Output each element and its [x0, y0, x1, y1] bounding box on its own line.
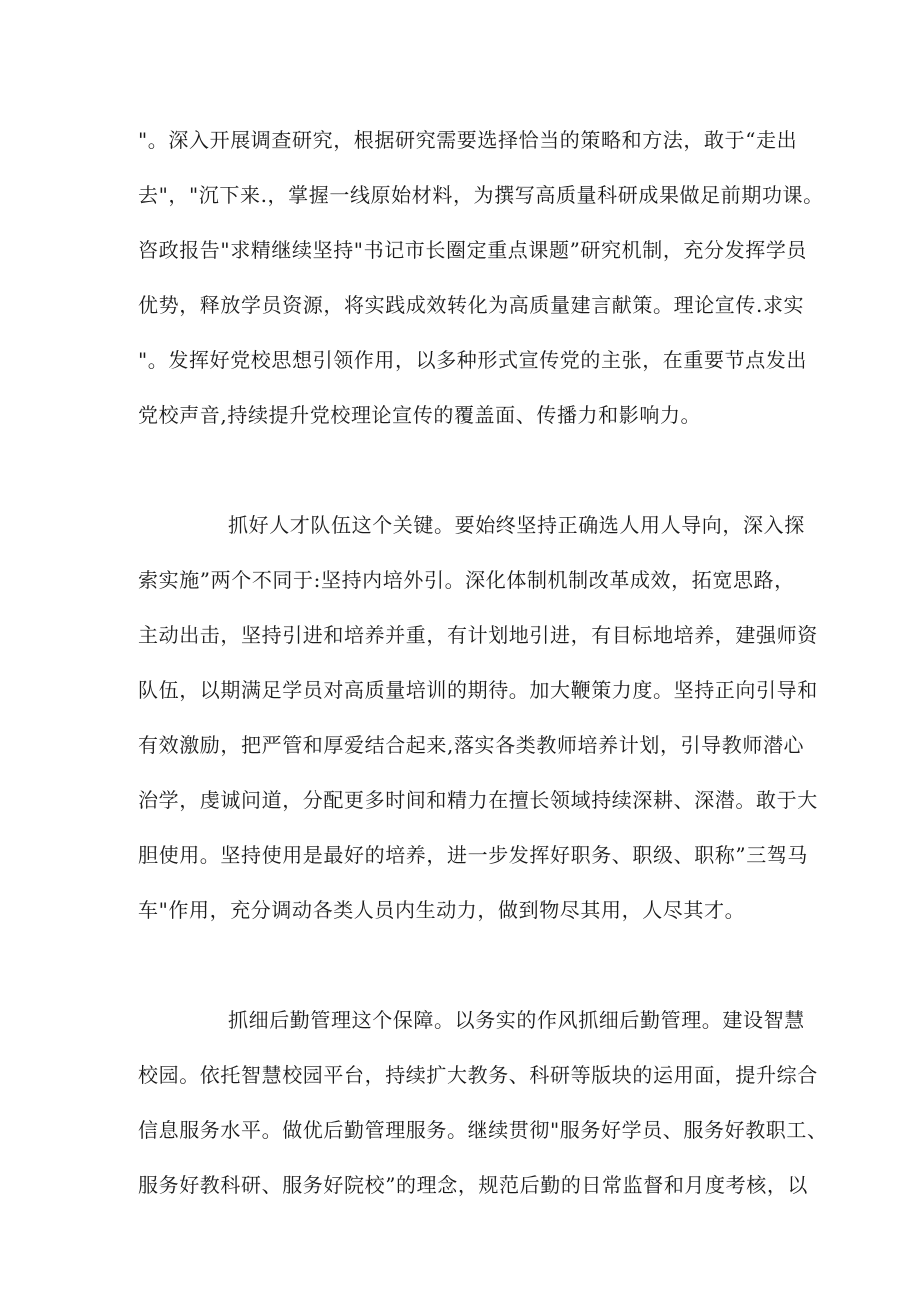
text-line: 治学，虔诚问道，分配更多时间和精力在擅长领域持续深耕、深潜。敢于大	[138, 788, 818, 812]
text-line: "。发挥好党校思想引领作用，以多种形式宣传党的主张，在重要节点发出	[138, 348, 807, 372]
text-line: 去"，"沉下来.，掌握一线原始材料，为撰写高质量科研成果做足前期功课。	[138, 183, 824, 207]
text-line: 服务好教科研、服务好院校”的理念，规范后勤的日常监督和月度考核，以	[138, 1173, 809, 1197]
text-line: 胆使用。坚持使用是最好的培养，进一步发挥好职务、职级、职称”三驾马	[138, 843, 809, 867]
text-line: 信息服务水平。做优后勤管理服务。继续贯彻"服务好学员、服务好教职工、	[138, 1118, 828, 1142]
text-line: 有效激励，把严管和厚爱结合起来,落实各类教师培养计划，引导教师潜心	[138, 733, 805, 757]
text-line: 党校声音,持续提升党校理论宣传的覆盖面、传播力和影响力。	[138, 403, 702, 427]
text-line: 索实施”两个不同于:坚持内培外引。深化体制机制改革成效，拓宽思路，	[138, 568, 795, 592]
text-line: 车"作用，充分调动各类人员内生动力，做到物尽其用，人尽其才。	[138, 898, 746, 922]
text-line: 队伍，以期满足学员对高质量培训的期待。加大鞭策力度。坚持正向引导和	[138, 678, 818, 702]
text-line: 咨政报告"求精继续坚持"书记市长圈定重点课题”研究机制，充分发挥学员	[138, 238, 808, 262]
text-line: 优势，释放学员资源，将实践成效转化为高质量建言献策。理论宣传.求实	[138, 293, 805, 317]
text-line: "。深入开展调查研究，根据研究需要选择恰当的策略和方法，敢于“走出	[138, 128, 798, 152]
text-line: 抓好人才队伍这个关键。要始终坚持正确选人用人导向，深入探	[228, 513, 805, 537]
text-line: 校园。依托智慧校园平台，持续扩大教务、科研等版块的运用面，提升综合	[138, 1063, 818, 1087]
text-line: 主动出击，坚持引进和培养并重，有计划地引进，有目标地培养，建强师资	[138, 623, 818, 647]
text-line: 抓细后勤管理这个保障。以务实的作风抓细后勤管理。建设智慧	[228, 1008, 805, 1032]
